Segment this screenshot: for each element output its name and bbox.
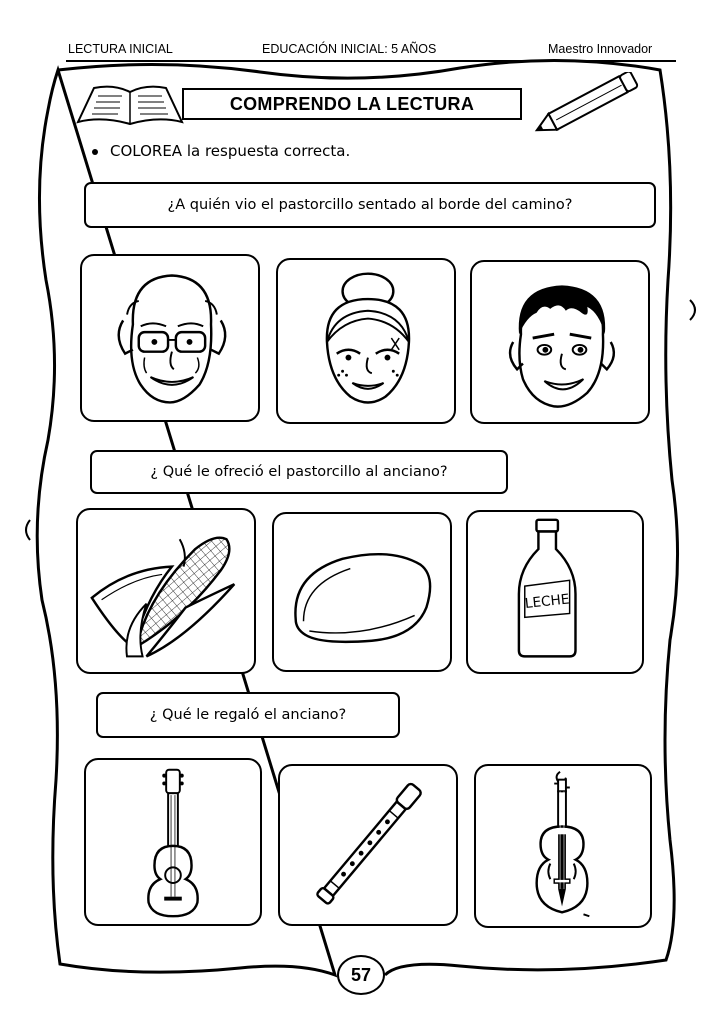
young-man-icon — [472, 262, 648, 422]
option-corn[interactable] — [76, 508, 256, 674]
title-box — [182, 88, 522, 120]
guitar-icon — [86, 760, 260, 924]
milk-bottle-icon — [468, 512, 642, 672]
question-2-text: ¿ Qué le ofreció el pastorcillo al anciano? — [150, 464, 448, 480]
flute-icon — [280, 766, 456, 924]
instruction-keyword: COLOREA — [110, 142, 183, 160]
option-violin[interactable] — [474, 764, 652, 928]
instruction — [92, 142, 350, 160]
option-flute[interactable] — [278, 764, 458, 926]
question-3 — [96, 692, 400, 738]
milk-label: LECHE — [524, 591, 571, 612]
open-book-icon — [70, 82, 188, 128]
header-center: EDUCACIÓN INICIAL: 5 AÑOS — [262, 42, 437, 56]
option-old-woman[interactable] — [276, 258, 456, 424]
question-3-text: ¿ Qué le regaló el anciano? — [149, 707, 347, 723]
corn-icon — [78, 510, 254, 672]
bread-icon — [274, 514, 450, 670]
header-left: LECTURA INICIAL — [68, 42, 173, 56]
header-right: Maestro Innovador — [548, 42, 653, 56]
page-title: COMPRENDO LA LECTURA — [229, 93, 475, 114]
option-young-man[interactable] — [470, 260, 650, 424]
question-1-text: ¿A quién vio el pastorcillo sentado al borde del camino? — [167, 197, 573, 213]
pencil-icon — [528, 72, 648, 134]
instruction-text: la respuesta correcta. — [182, 142, 351, 160]
option-bread[interactable] — [272, 512, 452, 672]
option-milk-bottle[interactable] — [466, 510, 644, 674]
violin-icon — [476, 766, 650, 926]
option-old-man[interactable] — [80, 254, 260, 422]
page-number: 57 — [337, 955, 385, 995]
option-guitar[interactable] — [84, 758, 262, 926]
question-2 — [90, 450, 508, 494]
question-1 — [84, 182, 656, 228]
bullet-icon — [92, 149, 98, 155]
old-woman-icon — [278, 260, 454, 422]
old-man-icon — [82, 256, 258, 420]
